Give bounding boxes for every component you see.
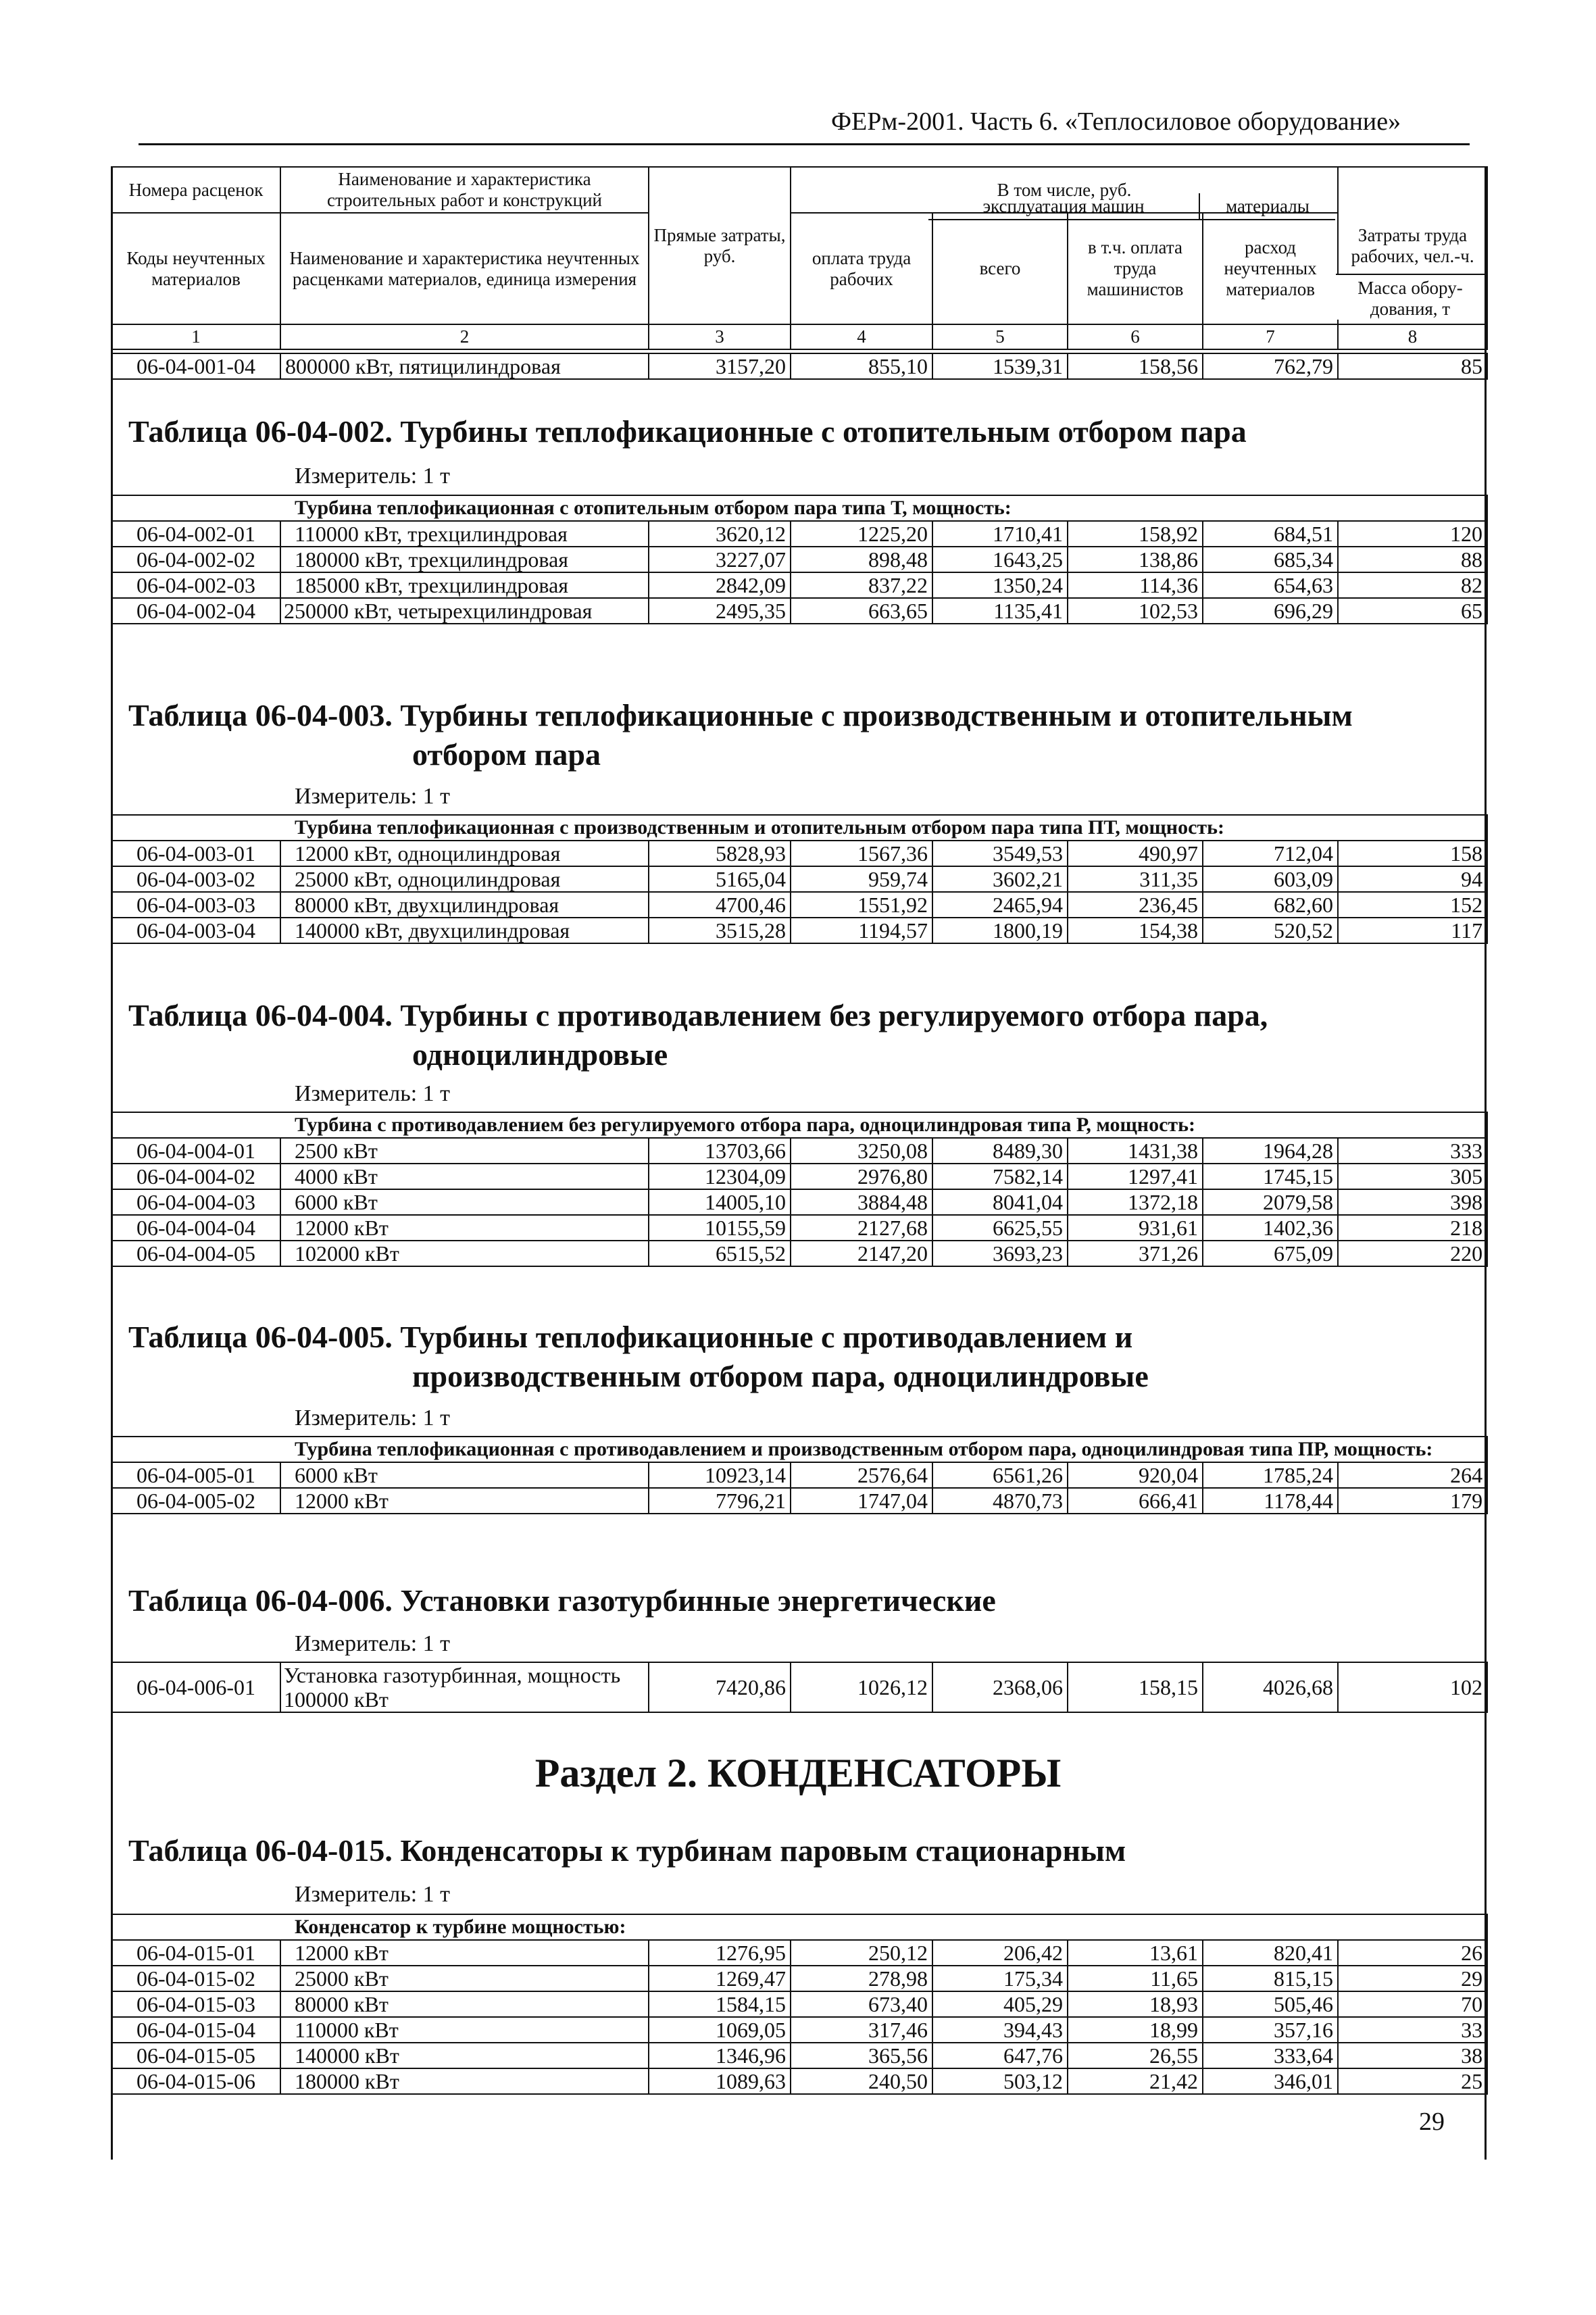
table-row: [111, 1662, 1487, 1712]
cell-labor: 264: [1338, 1462, 1487, 1488]
cell-direct: 1269,47: [649, 1966, 791, 1991]
cell-mach: 1800,19: [932, 918, 1068, 943]
cell-direct: 3620,12: [649, 521, 791, 547]
cell-code: 06-04-002-01: [111, 521, 280, 547]
cell-direct: 3515,28: [649, 918, 791, 943]
cell-labor: 25: [1338, 2068, 1487, 2094]
cell-name: 6000 кВт: [280, 1462, 649, 1488]
cell-name: 140000 кВт: [280, 2043, 649, 2068]
cell-name: 4000 кВт: [280, 1164, 649, 1189]
hdr-machines: эксплуатация машин: [928, 193, 1199, 220]
table-row: 06-04-001-04 800000 кВт, пятицилиндровая 3157,20 855,10 1539,31 158,56 762,79 85: [111, 353, 1487, 379]
cell-name: 185000 кВт, трехцилиндровая: [280, 572, 649, 598]
table-title: [128, 696, 1353, 774]
cell-mach_pay: 931,61: [1068, 1215, 1203, 1241]
cell-labor: 38: [1338, 2043, 1487, 2068]
cell-mat: 712,04: [1203, 841, 1338, 866]
hdr-col2-top: Наименование и характеристика строительных работ и конструкций: [280, 167, 649, 213]
unit-of-measure: Измеритель: 1 т: [295, 1405, 451, 1430]
cell-code: 06-04-004-03: [111, 1189, 280, 1215]
cell-mach: 8489,30: [932, 1138, 1068, 1164]
cell-name: 180000 кВт, трехцилиндровая: [280, 547, 649, 572]
table-row: [111, 1462, 1487, 1488]
cell-code: 06-04-015-03: [111, 1991, 280, 2017]
cell-mat: 346,01: [1203, 2068, 1338, 2094]
table-row: [111, 547, 1487, 572]
cell-mat: 603,09: [1203, 866, 1338, 892]
cell-name: 25000 кВт, одноцилиндровая: [280, 866, 649, 892]
cell-direct: 13703,66: [649, 1138, 791, 1164]
cell-mach: 503,12: [932, 2068, 1068, 2094]
table-title-line: Таблица 06-04-002. Турбины теплофикационные с отопительным отбором пара: [128, 414, 1247, 449]
rates-table: [111, 495, 1488, 624]
cell-mach_pay: 114,36: [1068, 572, 1203, 598]
cell-mat: 357,16: [1203, 2017, 1338, 2043]
cell-mach_pay: 236,45: [1068, 892, 1203, 918]
hdr-col1-bottom: Коды неучтенных материалов: [111, 213, 280, 324]
table-title-line: Таблица 06-04-015. Конденсаторы к турбинам паровым стационарным: [128, 1833, 1126, 1868]
cell-code: 06-04-004-02: [111, 1164, 280, 1189]
cell-pay: 663,65: [791, 598, 932, 624]
cell-pay: 2976,80: [791, 1164, 932, 1189]
table-title: [128, 1318, 1149, 1396]
cell-direct: 7796,21: [649, 1488, 791, 1514]
table-row: [111, 1164, 1487, 1189]
cell-code: 06-04-015-05: [111, 2043, 280, 2068]
cell-mach_pay: 18,93: [1068, 1991, 1203, 2017]
cell-labor: 88: [1338, 547, 1487, 572]
cell-mach: 6561,26: [932, 1462, 1068, 1488]
cell-mach_pay: 1372,18: [1068, 1189, 1203, 1215]
cell-direct: 1346,96: [649, 2043, 791, 2068]
cell-code: 06-04-002-03: [111, 572, 280, 598]
cell-mach: 175,34: [932, 1966, 1068, 1991]
cell-name: 12000 кВт: [280, 1215, 649, 1241]
cell-mach: 2465,94: [932, 892, 1068, 918]
cell-mach_pay: 18,99: [1068, 2017, 1203, 2043]
cell-mat: 4026,68: [1203, 1662, 1338, 1712]
cell-mach_pay: 158,92: [1068, 521, 1203, 547]
table-row: [111, 2043, 1487, 2068]
cell-name: 110000 кВт, трехцилиндровая: [280, 521, 649, 547]
cell-mat: 654,63: [1203, 572, 1338, 598]
cell-code: 06-04-003-03: [111, 892, 280, 918]
cell-pay: 365,56: [791, 2043, 932, 2068]
cell-pay: 240,50: [791, 2068, 932, 2094]
cell-mach_pay: 371,26: [1068, 1241, 1203, 1266]
cell-name: 80000 кВт: [280, 1991, 649, 2017]
header-rule: [139, 143, 1470, 145]
cell-code: 06-04-015-02: [111, 1966, 280, 1991]
cell-direct: 1276,95: [649, 1940, 791, 1966]
cell-mach_pay: 920,04: [1068, 1462, 1203, 1488]
hdr-col1-top: Номера расценок: [111, 167, 280, 213]
table-title: [128, 412, 1247, 451]
cell-labor: 152: [1338, 892, 1487, 918]
cell-direct: 5828,93: [649, 841, 791, 866]
table-title-line: Таблица 06-04-006. Установки газотурбинные энергетические: [128, 1583, 996, 1618]
cell-mat: 520,52: [1203, 918, 1338, 943]
table-title-line: Таблица 06-04-003. Турбины теплофикационные с производственным и отопительным: [128, 698, 1353, 732]
cell-direct: 6515,52: [649, 1241, 791, 1266]
cell-mat: 696,29: [1203, 598, 1338, 624]
table-row: [111, 1241, 1487, 1266]
cell-mach_pay: 154,38: [1068, 918, 1203, 943]
cell-name: 12000 кВт: [280, 1488, 649, 1514]
cell-pay: 1194,57: [791, 918, 932, 943]
section-title: Раздел 2. КОНДЕНСАТОРЫ: [534, 1751, 1062, 1795]
cell-mach_pay: 138,86: [1068, 547, 1203, 572]
cell-labor: 218: [1338, 1215, 1487, 1241]
cell-mat: 1178,44: [1203, 1488, 1338, 1514]
cell-mach_pay: 11,65: [1068, 1966, 1203, 1991]
cell-code: 06-04-005-01: [111, 1462, 280, 1488]
cell-direct: 4700,46: [649, 892, 791, 918]
cell-name: 250000 кВт, четырехцилиндровая: [280, 598, 649, 624]
table-title: [128, 996, 1268, 1074]
cell-mach_pay: 490,97: [1068, 841, 1203, 866]
cell-mach_pay: 26,55: [1068, 2043, 1203, 2068]
cell-direct: 1584,15: [649, 1991, 791, 2017]
cell-labor: 33: [1338, 2017, 1487, 2043]
table-row: [111, 1138, 1487, 1164]
cell-name: 12000 кВт, одноцилиндровая: [280, 841, 649, 866]
cell-mat: 2079,58: [1203, 1189, 1338, 1215]
hdr-machines-total: всего: [932, 213, 1068, 324]
cell-name: Установка газотурбинная, мощность 100000 кВт: [280, 1662, 649, 1712]
table-row: [111, 841, 1487, 866]
table-row: [111, 892, 1487, 918]
cell-mach_pay: 311,35: [1068, 866, 1203, 892]
cell-name: 80000 кВт, двухцилиндровая: [280, 892, 649, 918]
cell-mach: 3549,53: [932, 841, 1068, 866]
cell-code: 06-04-003-04: [111, 918, 280, 943]
cell-labor: 179: [1338, 1488, 1487, 1514]
cell-mach_pay: 158,15: [1068, 1662, 1203, 1712]
cell-mach_pay: 1297,41: [1068, 1164, 1203, 1189]
page-number: 29: [1419, 2108, 1445, 2136]
cell-mach: 7582,14: [932, 1164, 1068, 1189]
cell-labor: 29: [1338, 1966, 1487, 1991]
cell-direct: 10923,14: [649, 1462, 791, 1488]
cell-pay: 2576,64: [791, 1462, 932, 1488]
cell-mat: 505,46: [1203, 1991, 1338, 2017]
table-row: [111, 2017, 1487, 2043]
cell-mach: 8041,04: [932, 1189, 1068, 1215]
cell-labor: 220: [1338, 1241, 1487, 1266]
table-title: [128, 1581, 996, 1620]
cell-mach_pay: 13,61: [1068, 1940, 1203, 1966]
table-title-continuation: отбором пара: [412, 737, 601, 772]
hdr-num-1: 1: [111, 324, 280, 349]
cell-labor: 333: [1338, 1138, 1487, 1164]
hdr-num-4: 4: [791, 324, 932, 349]
cell-direct: 2495,35: [649, 598, 791, 624]
group-heading: Турбина теплофикационная с производственным и отопительным отбором пара типа ПТ, мощность:: [111, 815, 1487, 841]
cell-name: 2500 кВт: [280, 1138, 649, 1164]
hdr-num-2: 2: [280, 324, 649, 349]
unit-of-measure: Измеритель: 1 т: [295, 1882, 451, 1907]
rates-table: [111, 1662, 1488, 1713]
cell-code: 06-04-002-04: [111, 598, 280, 624]
cell-code: 06-04-004-04: [111, 1215, 280, 1241]
cell-code: 06-04-004-05: [111, 1241, 280, 1266]
hdr-machines-labor: в т.ч. оплата труда машинистов: [1068, 213, 1203, 324]
cell-mach: 2368,06: [932, 1662, 1068, 1712]
rates-table: [111, 814, 1488, 944]
cell-labor: 82: [1338, 572, 1487, 598]
cell-mach: 1135,41: [932, 598, 1068, 624]
cell-pay: 250,12: [791, 1940, 932, 1966]
cell-code: 06-04-002-02: [111, 547, 280, 572]
cell-code: 06-04-006-01: [111, 1662, 280, 1712]
table-row: [111, 598, 1487, 624]
cell-mat: 685,34: [1203, 547, 1338, 572]
cell-direct: 7420,86: [649, 1662, 791, 1712]
cell-direct: 12304,09: [649, 1164, 791, 1189]
cell-direct: 3227,07: [649, 547, 791, 572]
cell-pay: 1747,04: [791, 1488, 932, 1514]
cell-direct: 1069,05: [649, 2017, 791, 2043]
table-title-line: Таблица 06-04-004. Турбины с противодавлением без регулируемого отбора пара,: [128, 998, 1268, 1032]
cell-pay: 898,48: [791, 547, 932, 572]
group-heading: Конденсатор к турбине мощностью:: [111, 1914, 1487, 1940]
cell-mach: 1710,41: [932, 521, 1068, 547]
cell-name: 110000 кВт: [280, 2017, 649, 2043]
table-row: [111, 1940, 1487, 1966]
cell-pay: 1567,36: [791, 841, 932, 866]
cell-mat: 1745,15: [1203, 1164, 1338, 1189]
cell-labor: 158: [1338, 841, 1487, 866]
unit-of-measure: Измеритель: 1 т: [295, 464, 451, 489]
cell-direct: 5165,04: [649, 866, 791, 892]
cell-mach_pay: 21,42: [1068, 2068, 1203, 2094]
cell-labor: 117: [1338, 918, 1487, 943]
cell-mach: 1643,25: [932, 547, 1068, 572]
cell-name: 140000 кВт, двухцилиндровая: [280, 918, 649, 943]
table-row: [111, 572, 1487, 598]
cell-direct: 2842,09: [649, 572, 791, 598]
cell-name: 12000 кВт: [280, 1940, 649, 1966]
cell-pay: 2127,68: [791, 1215, 932, 1241]
cell-labor: 26: [1338, 1940, 1487, 1966]
table-title-continuation: производственным отбором пара, одноцилиндровые: [412, 1359, 1149, 1393]
first-row-table: [111, 353, 1488, 380]
hdr-labor-costs: Затраты труда рабочих, чел.-ч.: [1338, 167, 1487, 324]
group-heading: Турбина теплофикационная с противодавлением и производственным отбором пара, одноцилиндровая типа ПР, мощность:: [111, 1437, 1487, 1462]
cell-labor: 65: [1338, 598, 1487, 624]
cell-code: 06-04-015-04: [111, 2017, 280, 2043]
hdr-materials: материалы: [1199, 193, 1335, 220]
cell-pay: 1225,20: [791, 521, 932, 547]
cell-mat: 684,51: [1203, 521, 1338, 547]
hdr-num-3: 3: [649, 324, 791, 349]
hdr-num-5: 5: [932, 324, 1068, 349]
cell-pay: 1551,92: [791, 892, 932, 918]
cell-code: 06-04-003-01: [111, 841, 280, 866]
hdr-num-7: 7: [1203, 324, 1338, 349]
cell-mat: 1785,24: [1203, 1462, 1338, 1488]
cell-mat: 675,09: [1203, 1241, 1338, 1266]
table-row: [111, 866, 1487, 892]
cell-mach: 647,76: [932, 2043, 1068, 2068]
cell-labor: 70: [1338, 1991, 1487, 2017]
unit-of-measure: Измеритель: 1 т: [295, 1081, 451, 1106]
cell-mach_pay: 102,53: [1068, 598, 1203, 624]
running-header: ФЕРм-2001. Часть 6. «Теплосиловое оборудование»: [831, 107, 1401, 136]
unit-of-measure: Измеритель: 1 т: [295, 784, 451, 809]
cell-code: 06-04-005-02: [111, 1488, 280, 1514]
table-row: [111, 1488, 1487, 1514]
table-row: [111, 1215, 1487, 1241]
table-row: [111, 1189, 1487, 1215]
cell-direct: 14005,10: [649, 1189, 791, 1215]
cell-direct: 1089,63: [649, 2068, 791, 2094]
cell-pay: 2147,20: [791, 1241, 932, 1266]
cell-mat: 1964,28: [1203, 1138, 1338, 1164]
cell-code: 06-04-004-01: [111, 1138, 280, 1164]
cell-mach: 1350,24: [932, 572, 1068, 598]
cell-pay: 278,98: [791, 1966, 932, 1991]
table-row: [111, 2068, 1487, 2094]
cell-code: 06-04-015-06: [111, 2068, 280, 2094]
hdr-in-total: В том числе, руб.: [791, 167, 1338, 213]
table-title: [128, 1831, 1126, 1870]
hdr-col2-bottom: Наименование и характеристика неучтенных расценками материалов, единица измерения: [280, 213, 649, 324]
cell-code: 06-04-015-01: [111, 1940, 280, 1966]
cell-pay: 3250,08: [791, 1138, 932, 1164]
cell-mach_pay: 1431,38: [1068, 1138, 1203, 1164]
hdr-equip-mass: Масса обору- дования, т: [1336, 274, 1485, 320]
cell-mach: 206,42: [932, 1940, 1068, 1966]
cell-name: 180000 кВт: [280, 2068, 649, 2094]
cell-mach: 3693,23: [932, 1241, 1068, 1266]
cell-labor: 398: [1338, 1189, 1487, 1215]
cell-name: 6000 кВт: [280, 1189, 649, 1215]
cell-pay: 317,46: [791, 2017, 932, 2043]
cell-mach: 405,29: [932, 1991, 1068, 2017]
group-heading: Турбина с противодавлением без регулируемого отбора пара, одноцилиндровая типа Р, мощность:: [111, 1112, 1487, 1138]
group-heading: Турбина теплофикационная с отопительным отбором пара типа Т, мощность:: [111, 495, 1487, 521]
cell-pay: 3884,48: [791, 1189, 932, 1215]
table-title-continuation: одноцилиндровые: [412, 1037, 668, 1072]
table-row: [111, 918, 1487, 943]
table-row: [111, 1991, 1487, 2017]
cell-labor: 120: [1338, 521, 1487, 547]
cell-mach_pay: 666,41: [1068, 1488, 1203, 1514]
cell-direct: 10155,59: [649, 1215, 791, 1241]
unit-of-measure: Измеритель: 1 т: [295, 1631, 451, 1656]
cell-pay: 837,22: [791, 572, 932, 598]
cell-mat: 333,64: [1203, 2043, 1338, 2068]
table-row: [111, 521, 1487, 547]
hdr-direct-costs: Прямые затраты, руб.: [649, 167, 791, 324]
cell-mach: 6625,55: [932, 1215, 1068, 1241]
cell-mach: 394,43: [932, 2017, 1068, 2043]
rates-table: [111, 1436, 1488, 1514]
table-row: [111, 1966, 1487, 1991]
cell-mat: 820,41: [1203, 1940, 1338, 1966]
cell-labor: 102: [1338, 1662, 1487, 1712]
hdr-labor-pay: оплата труда рабочих: [791, 213, 932, 324]
cell-name: 102000 кВт: [280, 1241, 649, 1266]
cell-code: 06-04-003-02: [111, 866, 280, 892]
cell-labor: 305: [1338, 1164, 1487, 1189]
rates-table: [111, 1112, 1488, 1267]
cell-mach: 4870,73: [932, 1488, 1068, 1514]
hdr-num-8: 8: [1338, 324, 1487, 349]
hdr-materials-unacc: расход неучтенных материалов: [1203, 213, 1338, 324]
table-title-line: Таблица 06-04-005. Турбины теплофикационные с противодавлением и: [128, 1320, 1133, 1354]
cell-labor: 94: [1338, 866, 1487, 892]
cell-pay: 1026,12: [791, 1662, 932, 1712]
cell-mat: 682,60: [1203, 892, 1338, 918]
cell-mach: 3602,21: [932, 866, 1068, 892]
cell-mat: 815,15: [1203, 1966, 1338, 1991]
cell-pay: 673,40: [791, 1991, 932, 2017]
cell-pay: 959,74: [791, 866, 932, 892]
rates-table: [111, 1914, 1488, 2095]
hdr-num-6: 6: [1068, 324, 1203, 349]
cell-mat: 1402,36: [1203, 1215, 1338, 1241]
cell-name: 25000 кВт: [280, 1966, 649, 1991]
